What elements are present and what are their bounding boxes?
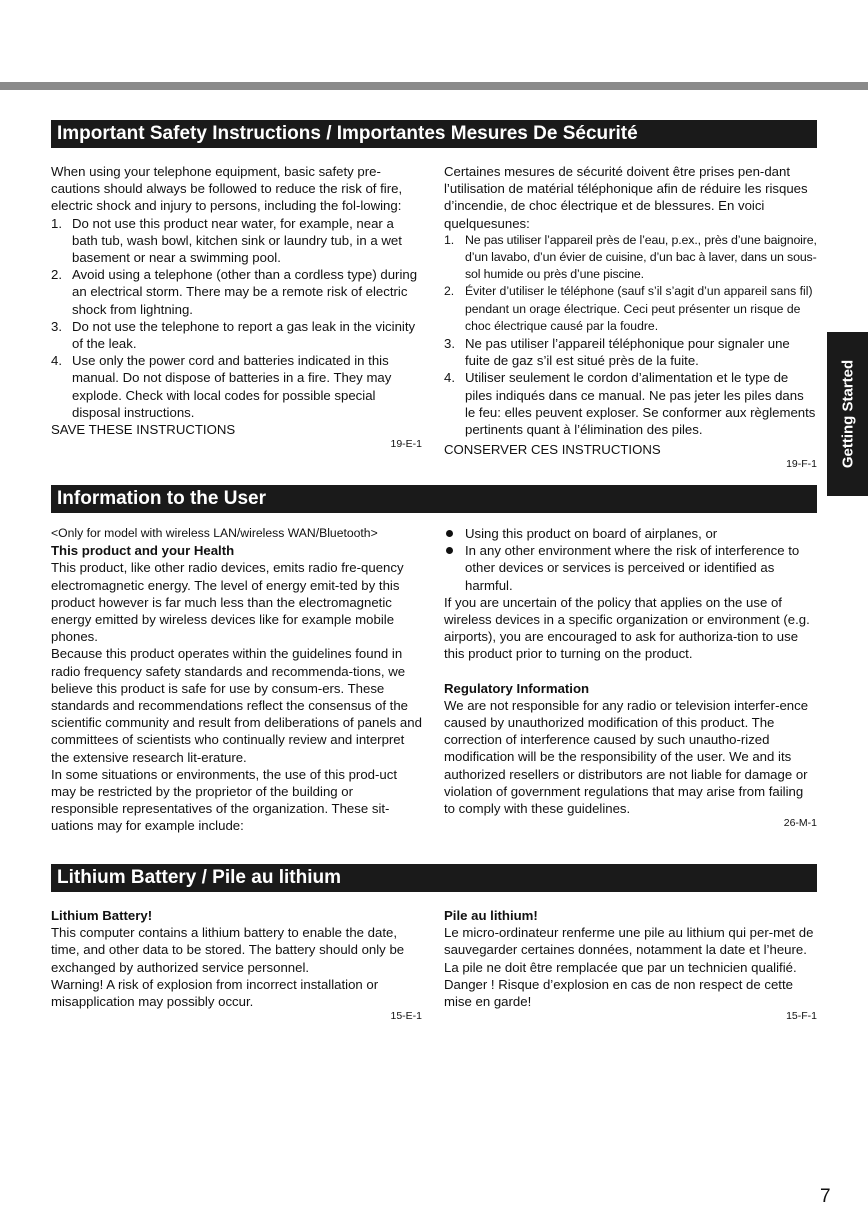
lithium-english-para-1: This computer contains a lithium battery to enable the date, time, and other data to be stored. The battery should only be exchanged by authorized service personnel. xyxy=(51,925,405,975)
list-item: 3. Ne pas utiliser l’appareil téléphonique pour signaler une fuite de gaz s’il est situé près de la fuite. xyxy=(444,336,790,369)
section-title-user-info: Information to the User xyxy=(51,485,817,513)
list-item: 4. Use only the power cord and batteries indicated in this manual. Do not dispose of batteries in a fire. They may explode. Check with local codes for possible special disposal instructions. xyxy=(51,353,392,420)
health-heading: This product and your Health xyxy=(51,543,235,559)
section-title-safety: Important Safety Instructions / Importantes Mesures De Sécurité xyxy=(51,120,817,148)
environment-list xyxy=(444,525,817,594)
lithium-french-para-2: Danger ! Risque d’explosion en cas de non respect de cette mise en garde! xyxy=(444,976,793,1010)
safety-english-list xyxy=(51,215,422,421)
lithium-french-heading: Pile au lithium! xyxy=(444,908,538,923)
list-item: 4. Utiliser seulement le cordon d’alimentation et le type de piles indiqués dans ce manual. Ne pas jeter les piles dans le feu: elles peuvent exploser. Se conformer aux règlements pertinents quant à l’élimination des piles. xyxy=(444,370,816,438)
list-item: Using this product on board of airplanes, or xyxy=(444,525,817,542)
list-item: 2. Avoid using a telephone (other than a cordless type) during an electrical storm. There may be a remote risk of electric shock from lightning. xyxy=(51,267,418,317)
list-item: 1. Do not use this product near water, for example, near a bath tub, wash bowl, kitchen sink or laundry tub, in a wet basement or near a swimming pool. xyxy=(51,215,402,266)
regulatory-para: We are not responsible for any radio or television interfer-ence caused by unauthorized modification of this product. The correction of interference caused by such unautho-rized modification will be the responsibility of the user. We and its authorized resellers or distributors are not liable for damage or violation of government regulations that may arise from failing to comply with these guidelines. xyxy=(444,697,809,817)
lithium-french-code: 15-F-1 xyxy=(786,1010,817,1023)
regulatory-heading: Regulatory Information xyxy=(444,680,590,696)
safety-french-code: 19-F-1 xyxy=(786,458,817,471)
policy-para: If you are uncertain of the policy that applies on the use of wireless devices in a specific organization or environment (e.g. airports), you are encouraged to ask for authoriza-tion to use this product prior to turning on the product. xyxy=(444,594,810,662)
safety-french-list xyxy=(444,232,817,438)
user-info-code: 26-M-1 xyxy=(783,817,817,830)
page-number: 7 xyxy=(820,1186,831,1207)
user-info-left-column xyxy=(51,525,422,835)
list-item: In any other environment where the risk of interference to other devices or services is perceived or identified as harmful. xyxy=(444,542,817,594)
top-rule xyxy=(0,82,868,90)
sidebar-tab-label: Getting Started xyxy=(839,359,856,469)
safety-french-closing: CONSERVER CES INSTRUCTIONS xyxy=(444,442,661,458)
lithium-english-para-2: Warning! A risk of explosion from incorrect installation or misapplication may possibly occur. xyxy=(51,976,379,1010)
section-title-lithium: Lithium Battery / Pile au lithium xyxy=(51,864,817,892)
safety-french-column xyxy=(444,163,817,471)
lithium-english-heading: Lithium Battery! xyxy=(51,908,153,923)
sidebar-tab-getting-started xyxy=(827,332,868,496)
lithium-english-column xyxy=(51,907,422,1023)
model-note: <Only for model with wireless LAN/wireless WAN/Bluetooth> xyxy=(51,526,378,540)
lithium-english-code: 15-E-1 xyxy=(390,1010,422,1023)
list-item: 2. Éviter d’utiliser le téléphone (sauf s’il s’agit d’un appareil sans fil) pendant un orage électrique. Ceci peut présenter un risque de choc électrique causé par la foudre. xyxy=(444,284,813,333)
lithium-french-column xyxy=(444,907,817,1023)
safety-english-code: 19-E-1 xyxy=(390,438,422,451)
list-item: 3. Do not use the telephone to report a gas leak in the vicinity of the leak. xyxy=(51,318,416,352)
lithium-french-para-1: Le micro-ordinateur renferme une pile au lithium qui per-met de sauvegarder certaines données, notamment la date et l’heure. La pile ne doit être remplacée que par un technicien qualifié. xyxy=(444,925,814,975)
health-para-1: This product, like other radio devices, emits radio fre-quency electromagnetic energy. The level of energy emit-ted by this product however is far much less than the electromagnetic energy emitted by wireless devices like for example mobile phones. xyxy=(51,560,404,645)
safety-english-intro: When using your telephone equipment, basic safety pre-cautions should always be followed to reduce the risk of fire, electric shock and injury to persons, including the fol-lowing: xyxy=(51,164,403,214)
health-para-2: Because this product operates within the guidelines found in radio frequency safety standards and recommenda-tions, we believe this product is safe for use by consum-ers. These standards and recommendations reflect the consensus of the scientific community and result from deliberations of panels and committees of scientists who continually review and interpret the extensive research lit-erature. xyxy=(51,646,422,765)
health-para-3: In some situations or environments, the use of this prod-uct may be restricted by the proprietor of the building or responsible representatives of the organization. These sit-uations may for example include: xyxy=(51,766,397,834)
safety-english-closing: SAVE THESE INSTRUCTIONS xyxy=(51,422,236,438)
safety-french-intro: Certaines mesures de sécurité doivent être prises pen-dant l’utilisation de matérial téléphonique afin de réduire les risques d’incendie, de choc électrique et de blessures. En voici quelquesunes: xyxy=(444,164,808,231)
safety-english-column xyxy=(51,163,422,451)
list-item: 1. Ne pas utiliser l’appareil près de l’eau, p.ex., près d’une baignoire, d’un lavabo, d’un évier de cuisine, d’un bac à laver, dans un sous-sol humide ou près d’une piscine. xyxy=(444,232,817,282)
user-info-right-column xyxy=(444,525,817,830)
